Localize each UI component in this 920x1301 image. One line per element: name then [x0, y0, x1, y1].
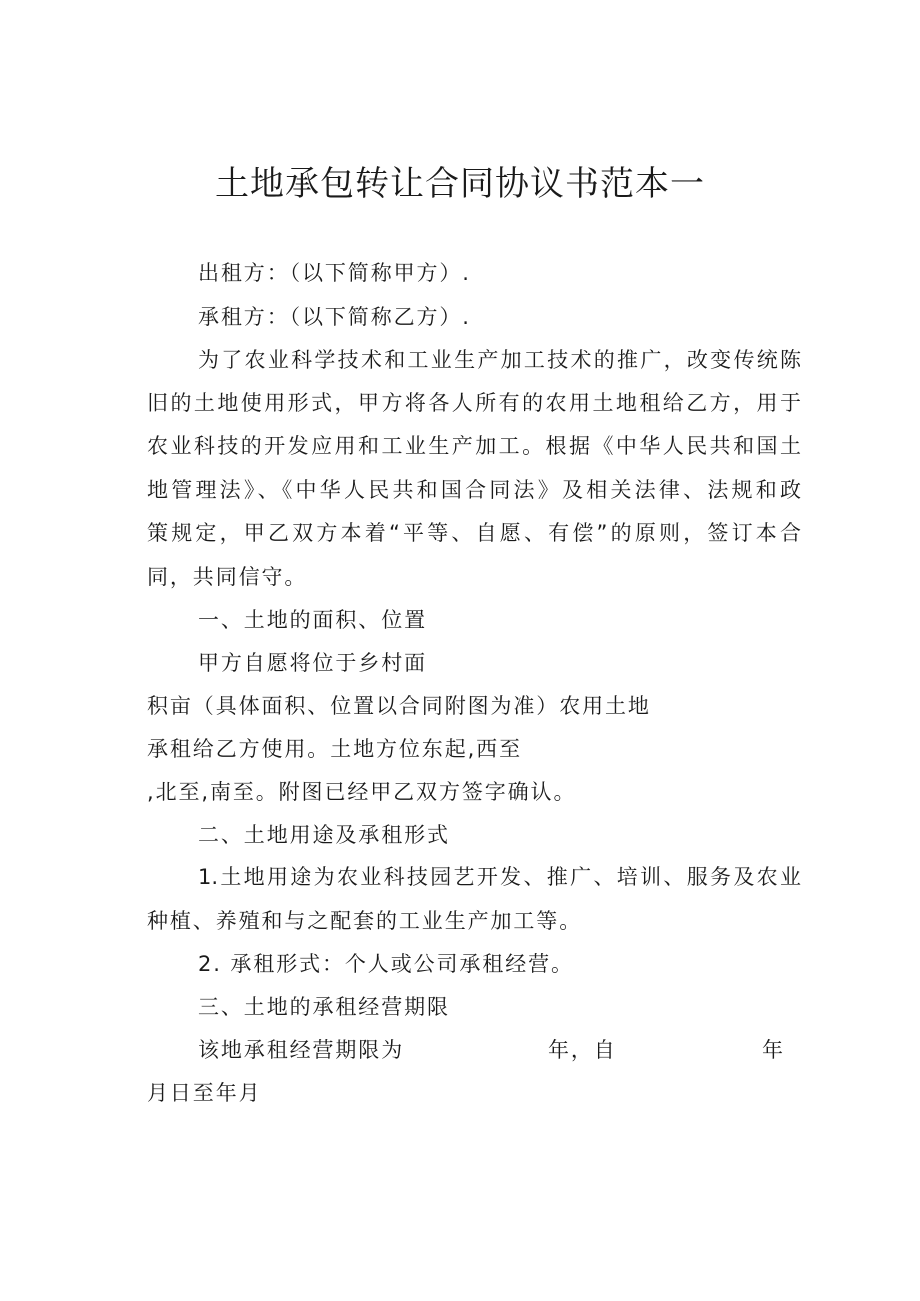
section2-item1-line-1: 1.土地用途为农业科技园艺开发、推广、培训、服务及农业: [198, 865, 801, 889]
section2-item2: 2. 承租形式：个人或公司承租经营。: [198, 952, 574, 976]
section3-term-part2: 年，自: [548, 1038, 617, 1062]
section1-heading: 一、土地的面积、位置: [198, 608, 427, 632]
preamble-line-4: 地管理法》、《中华人民共和国合同法》及相关法律、法规和政: [147, 478, 801, 502]
preamble-line-5: 策规定，甲乙双方本着“平等、自愿、有偿”的原则，签订本合: [147, 521, 801, 545]
section1-line-1: 甲方自愿将位于乡村面: [198, 651, 427, 675]
section1-line-2: 积亩（具体面积、位置以合同附图为准）农用土地: [147, 694, 651, 718]
section3-heading: 三、土地的承租经营期限: [198, 995, 450, 1019]
document-title: 土地承包转让合同协议书范本一: [215, 164, 705, 204]
preamble-line-2: 旧的土地使用形式，甲方将各人所有的农用土地租给乙方，用于: [147, 391, 801, 415]
lessor-line: 出租方：（以下简称甲方）.: [198, 261, 471, 285]
preamble-line-6: 同，共同信守。: [147, 565, 308, 589]
preamble-line-3: 农业科技的开发应用和工业生产加工。根据《中华人民共和国土: [147, 434, 801, 458]
section2-heading: 二、土地用途及承租形式: [198, 823, 450, 847]
section1-line-3: 承租给乙方使用。土地方位东起,西至: [147, 737, 522, 761]
section1-line-4: ,北至,南至。附图已经甲乙双方签字确认。: [147, 780, 577, 804]
preamble-line-1: 为了农业科学技术和工业生产加工技术的推广，改变传统陈: [198, 348, 801, 372]
section2-item1-line-2: 种植、养殖和与之配套的工业生产加工等。: [147, 909, 583, 933]
section3-term-part1: 该地承租经营期限为: [198, 1038, 405, 1062]
section3-term-line-2: 月日至年月: [147, 1081, 262, 1105]
section3-term-part3: 年: [762, 1038, 785, 1062]
lessee-line: 承租方：（以下简称乙方）.: [198, 305, 471, 329]
